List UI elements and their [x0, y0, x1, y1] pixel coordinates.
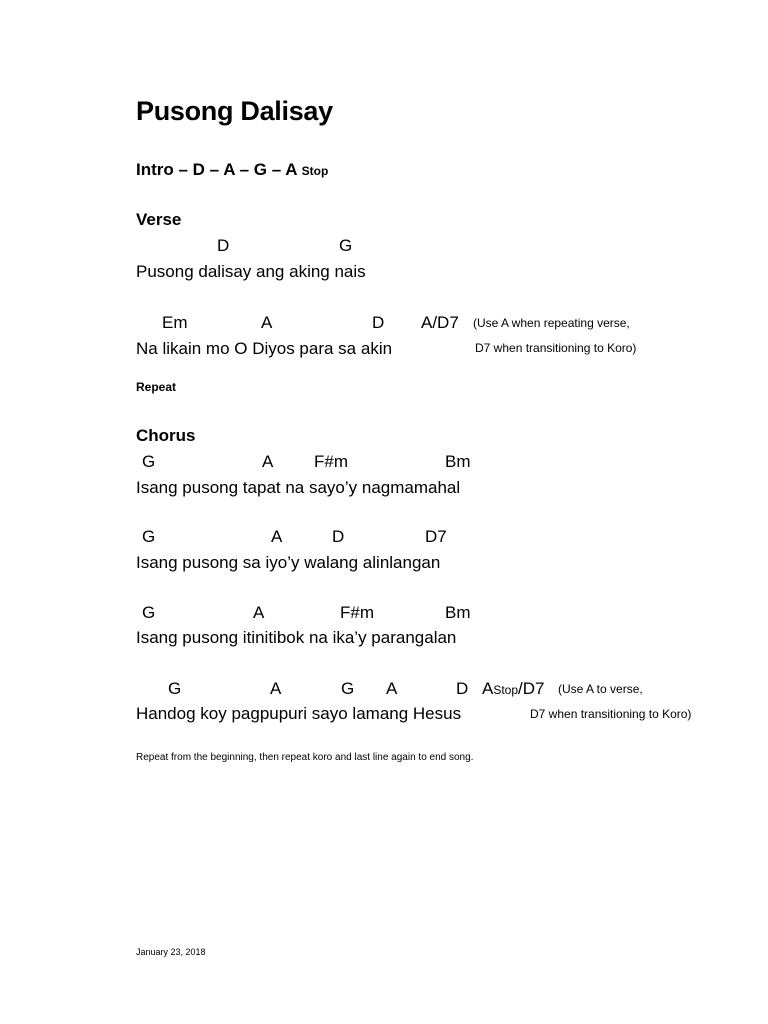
document-date: January 23, 2018	[136, 947, 206, 957]
chord: G	[142, 603, 156, 622]
performance-note: (Use A when repeating verse,	[473, 316, 630, 330]
chord: G	[341, 679, 355, 698]
verse-heading: Verse	[136, 210, 182, 229]
chord: A	[261, 313, 273, 332]
chord: G	[142, 452, 156, 471]
chord: A/D7	[421, 313, 459, 332]
lyric-line: Isang pusong itinitibok na ika’y parangalan	[136, 628, 457, 647]
chord: A	[253, 603, 265, 622]
lyric-line: Isang pusong sa iyo’y walang alinlangan	[136, 553, 441, 572]
chord: G	[168, 679, 182, 698]
chord: Bm	[445, 452, 471, 471]
repeat-label: Repeat	[136, 380, 177, 394]
performance-note: D7 when transitioning to Koro)	[530, 707, 692, 721]
chord: D	[332, 527, 345, 546]
chord: D	[372, 313, 385, 332]
chord-suffix: /D7	[518, 679, 545, 698]
performance-note: (Use A to verse,	[558, 682, 643, 696]
chorus-heading: Chorus	[136, 426, 196, 445]
chord: A	[386, 679, 398, 698]
ending-instructions: Repeat from the beginning, then repeat koro and last line again to end song.	[136, 752, 474, 763]
chord: F#m	[314, 452, 348, 471]
chord: G	[142, 527, 156, 546]
lyric-line: Pusong dalisay ang aking nais	[136, 262, 366, 281]
chord: A	[262, 452, 274, 471]
intro-line	[136, 161, 328, 178]
chord: D7	[425, 527, 447, 546]
song-title: Pusong Dalisay	[136, 96, 333, 126]
chord: A	[271, 527, 283, 546]
lyric-line: Isang pusong tapat na sayo’y nagmamahal	[136, 478, 461, 497]
performance-note: D7 when transitioning to Koro)	[475, 341, 637, 355]
chord: A	[270, 679, 282, 698]
chord: G	[339, 236, 353, 255]
chord-a-stop-d7	[482, 680, 545, 697]
chord: A	[482, 679, 494, 698]
chord: Bm	[445, 603, 471, 622]
intro-stop: Stop	[301, 164, 329, 178]
chord: F#m	[340, 603, 374, 622]
chord: Em	[162, 313, 188, 332]
lyric-line: Na likain mo O Diyos para sa akin	[136, 339, 393, 358]
lyric-line: Handog koy pagpupuri sayo lamang Hesus	[136, 704, 462, 723]
chord-stop-marker: Stop	[493, 683, 519, 697]
chord: D	[456, 679, 469, 698]
chord: D	[217, 236, 230, 255]
intro-chords: Intro – D – A – G – A	[136, 160, 297, 179]
